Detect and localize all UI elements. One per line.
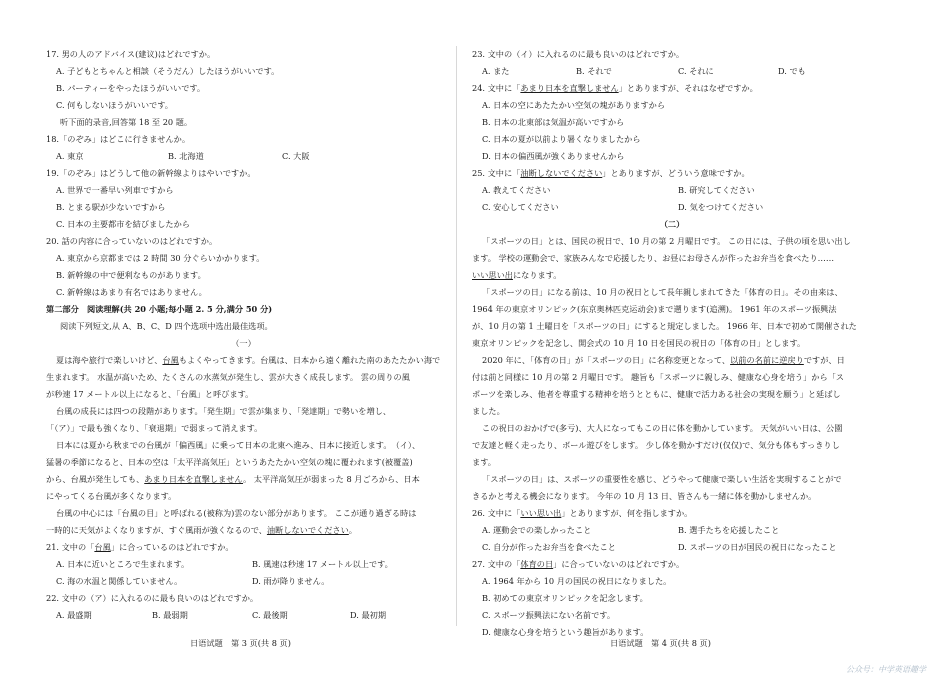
right-line: 2020 年に、「体育の日」が「スポーツの日」に名称変更となって、以前の名前に逆戻りですが、日 (482, 355, 845, 365)
left-page (46, 46, 441, 624)
underlined-phrase: いい思い出 (472, 270, 513, 280)
right-line: 27. 文中の「体育の日」に合っていないのはどれですか。 (472, 559, 685, 569)
watermark-text: 公众号：中学英语趣学 (846, 665, 926, 674)
right-line (472, 522, 872, 539)
left-line: 20. 話の内容に合っていないのはどれですか。 (46, 236, 218, 246)
answer-option: A. 日本に近いところで生まれます。 (56, 559, 190, 569)
right-line: ます。 学校の運動会で、家族みんなで応援したり、お昼にお母さんが作ったお弁当を食べたり…… (472, 253, 835, 263)
answer-option: A. 東京 (56, 151, 84, 161)
right-line: いい思い出になります。 (472, 270, 562, 280)
underlined-phrase: 体育の日 (520, 559, 554, 569)
answer-option: B. 選手たちを応援したこと (678, 525, 780, 535)
answer-option: D. 雨が降りません。 (252, 576, 330, 586)
right-line: A. 1964 年から 10 月の国民の祝日になりました。 (482, 576, 672, 586)
right-line: ポーツを楽しみ、他者を尊重する精神を培うとともに、健康で活力ある社会の実現を願う」と延ばし (472, 389, 841, 399)
answer-option: C. 最後期 (252, 610, 288, 620)
left-line (46, 573, 441, 590)
right-line: D. 日本の偏西風が強くありませんから (482, 151, 625, 161)
left-line: 21. 文中の「台風」に合っているのはどれですか。 (46, 542, 234, 552)
underlined-phrase: 以前の名前に逆戻り (730, 355, 804, 365)
left-line: 「（ア）」で最も強くなり、「衰退期」で弱まって消えます。 (46, 423, 263, 433)
right-line: きるかと考える機会になります。 今年の 10 月 13 日、皆さんも一緒に体を動かしませんか。 (472, 491, 817, 501)
page-footer-left: 日语试题 第 3 页(共 8 页) (190, 638, 291, 648)
left-line: 18.「のぞみ」はどこに行きませんか。 (46, 134, 191, 144)
left-line: 19.「のぞみ」はどうして他の新幹線よりはやいですか。 (46, 168, 256, 178)
answer-option: B. 風速は秒速 17 メートル以上です。 (252, 559, 393, 569)
right-line: 24. 文中に「あまり日本を直撃しません」とありますが、それはなぜですか。 (472, 83, 758, 93)
right-line: D. 健康な心身を培うという趣旨があります。 (482, 627, 649, 637)
underlined-phrase: 台風 (94, 542, 111, 552)
right-line: A. 日本の空にあたたかい空気の塊がありますから (482, 100, 666, 110)
answer-option: C. 海の水温と関係していません。 (56, 576, 183, 586)
right-line (472, 539, 872, 556)
right-line: で友達と軽く走ったり、ボール遊びをします。 少し体を動かすだけ(仅仅)で、気分も体もすっきりし (472, 440, 840, 450)
right-line: （二） (659, 219, 685, 229)
left-line: B. 新幹線の中で便利なものがあります。 (56, 270, 206, 280)
left-line: 一時的に天気がよくなりますが、すぐ風雨が強くなるので、油断しないでください。 (46, 525, 357, 535)
left-line (46, 607, 441, 624)
left-line: B. パーティーをやったほうがいいです。 (56, 83, 206, 93)
left-line: 阅读下列短文,从 A、B、C、D 四个选项中选出最佳选项。 (60, 321, 273, 331)
left-line: C. 新幹線はあまり有名ではありません。 (56, 287, 207, 297)
left-line: 17. 男の人のアドバイス(建议)はどれですか。 (46, 49, 216, 59)
right-line: 25. 文中に「油断しないでください」とありますが、どういう意味ですか。 (472, 168, 750, 178)
left-line: 日本には夏から秋までの台風が「偏西風」に乗って日本の北東へ進み、日本に接近します。 （イ）、 (56, 440, 421, 450)
right-line: 「スポーツの日」は、スポーツの重要性を感じ、どうやって健康で楽しい生活を実現することがで (482, 474, 842, 484)
left-line: にやってくる台風が多くなります。 (46, 491, 177, 501)
right-line: 26. 文中に「いい思い出」とありますが、何を指しますか。 (472, 508, 693, 518)
answer-option: D. でも (778, 66, 806, 76)
left-line: 生まれます。 水温が高いため、たくさんの水蒸気が発生し、雲が大きく成長します。 雲の周りの風 (46, 372, 410, 382)
right-line: この祝日のおかげで(多亏)、大人になってもこの日に体を動かしています。 天気がいい日は、公園 (482, 423, 843, 433)
left-line: A. 東京から京都までは 2 時間 30 分ぐらいかかります。 (56, 253, 265, 263)
answer-option: B. 北海道 (168, 151, 204, 161)
answer-option: A. また (482, 66, 510, 76)
left-line (46, 556, 441, 573)
left-line: 22. 文中の（ア）に入れるのに最も良いのはどれですか。 (46, 593, 259, 603)
underlined-phrase: いい思い出 (520, 508, 562, 518)
page-footer-right: 日语试题 第 4 页(共 8 页) (610, 638, 711, 648)
left-line: 夏は海や旅行で楽しいけど、台風もよくやってきます。台風は、日本から遠く離れた南のあたたかい海で (56, 355, 441, 365)
answer-option: A. 教えてください (482, 185, 551, 195)
left-line: 猛暑の季節になると、日本の空は「太平洋高気圧」というあたたかい空気の塊に覆われます(被覆盖) (46, 457, 413, 467)
right-line: B. 日本の北東部は気温が高いですから (482, 117, 625, 127)
right-line: 「スポーツの日」になる前は、10 月の祝日として長年親しまれてきた「体育の日」。その由来は、 (482, 287, 843, 297)
right-line: 付は前と同様に 10 月の第 2 月曜日です。 趣旨も「スポーツに親しみ、健康な心身を培う」から「ス (472, 372, 845, 382)
left-line: 听下面的录音,回答第 18 至 20 题。 (60, 117, 193, 127)
answer-option: D. 最初期 (350, 610, 387, 620)
right-line: 1964 年の東京オリンピック(东京奥林匹克运动会)まで遡ります(追溯)。 1961 年のスポーツ振興法 (472, 304, 837, 314)
right-line: C. スポーツ振興法にない名前です。 (482, 610, 616, 620)
answer-option: B. 最弱期 (152, 610, 188, 620)
answer-option: D. スポーツの日が国民の祝日になったこと (678, 542, 837, 552)
left-line: 第二部分 阅读理解(共 20 小题;每小题 2. 5 分,满分 50 分) (46, 304, 273, 314)
answer-option: C. 安心してください (482, 202, 559, 212)
right-line (472, 199, 872, 216)
answer-option: C. それに (678, 66, 714, 76)
right-line: 23. 文中の（イ）に入れるのに最も良いのはどれですか。 (472, 49, 685, 59)
right-line (472, 182, 872, 199)
right-line: ます。 (472, 457, 496, 467)
left-line: C. 何もしないほうがいいです。 (56, 100, 173, 110)
answer-option: B. それで (576, 66, 612, 76)
left-line: C. 日本の主要都市を結びましたから (56, 219, 190, 229)
left-line: A. 子どもとちゃんと相談（そうだん）したほうがいいです。 (56, 66, 280, 76)
right-line: 東京オリンピックを記念し、開会式の 10 月 10 日を国民の祝日の「体育の日」とします。 (472, 338, 806, 348)
right-page (472, 46, 872, 641)
answer-option: C. 大阪 (282, 151, 310, 161)
right-line: C. 日本の夏が以前より暑くなりましたから (482, 134, 641, 144)
underlined-phrase: 油断しないでください (266, 525, 349, 535)
answer-option: A. 最盛期 (56, 610, 92, 620)
answer-option: B. 研究してください (678, 185, 755, 195)
right-line: B. 初めての東京オリンピックを記念します。 (482, 593, 648, 603)
underlined-phrase: 台風 (162, 355, 179, 365)
left-line: が秒速 17 メートル以上になると、「台風」と呼びます。 (46, 389, 254, 399)
underlined-phrase: 油断しないでください (520, 168, 603, 178)
underlined-phrase: あまり日本を直撃しません (520, 83, 619, 93)
answer-option: A. 運動会での楽しかったこと (482, 525, 592, 535)
underlined-phrase: あまり日本を直撃しません (144, 474, 244, 484)
page-divider (456, 46, 457, 626)
right-line: ました。 (472, 406, 505, 416)
left-line (46, 148, 441, 165)
left-line: から、台風が発生しても、あまり日本を直撃しません。 太平洋高気圧が弱まった 8 月ごろから、日本 (46, 474, 420, 484)
left-line: A. 世界で一番早い列車ですから (56, 185, 174, 195)
answer-option: D. 気をつけてください (678, 202, 764, 212)
answer-option: C. 自分が作ったお弁当を食べたこと (482, 542, 616, 552)
left-line: 台風の成長には四つの段階があります。「発生期」で雲が集まり、「発達期」で勢いを増し、 (56, 406, 392, 416)
right-line: 「スポーツの日」とは、国民の祝日で、10 月の第 2 月曜日です。 この日には、子供の頃を思い出し (482, 236, 851, 246)
left-line: B. とまる駅が少ないですから (56, 202, 166, 212)
left-line: 台風の中心には「台風の目」と呼ばれる(被称为)雲のない部分があります。 ここが通り過ぎる時は (56, 508, 417, 518)
right-line (472, 63, 872, 80)
left-line: （一） (231, 338, 256, 348)
right-line: が、10 月の第 1 土曜日を「スポーツの日」にすると規定しました。 1966 年、日本で初めて開催された (472, 321, 857, 331)
